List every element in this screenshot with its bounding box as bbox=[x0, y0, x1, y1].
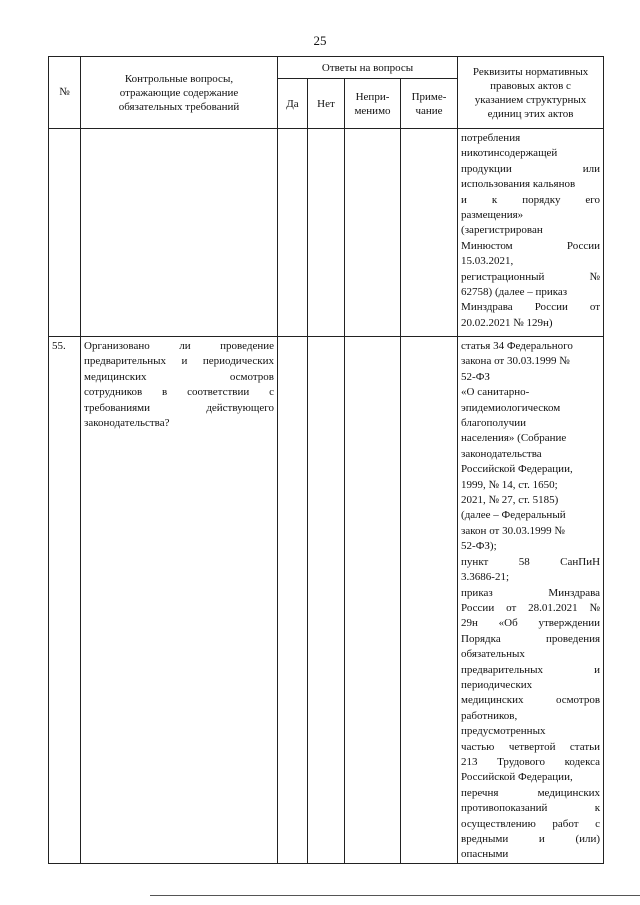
text-line: 3.3686-21; bbox=[461, 571, 510, 584]
header-not-applicable bbox=[345, 79, 401, 129]
text-line: работников, bbox=[461, 709, 518, 722]
header-answers-group: Ответы на вопросы bbox=[278, 57, 458, 79]
text-line: Порядка проведения bbox=[461, 632, 601, 645]
text-line: требованиями действующего bbox=[84, 401, 274, 414]
text-line: медицинских осмотров bbox=[461, 694, 601, 707]
text-line: вредными и (или) bbox=[461, 833, 601, 845]
cell-note bbox=[401, 129, 458, 337]
header-yes: Да bbox=[278, 79, 308, 129]
header-no: Нет bbox=[308, 79, 345, 129]
question-text bbox=[81, 337, 277, 431]
text-line: сотрудников в соответствии с bbox=[84, 386, 274, 399]
text-line: предусмотренных bbox=[461, 725, 546, 738]
text-line: предварительных и периодических bbox=[84, 355, 274, 368]
header-questions-line: обязательных требований bbox=[118, 100, 240, 113]
cell-question bbox=[81, 337, 278, 864]
text-line: 62758) (далее – приказ bbox=[461, 286, 568, 299]
cell-number bbox=[49, 129, 81, 337]
header-row-1 bbox=[49, 57, 604, 79]
text-line: (далее – Федеральный bbox=[461, 509, 566, 522]
header-note bbox=[401, 79, 458, 129]
text-line: обязательных bbox=[461, 648, 525, 661]
cell-yes bbox=[278, 129, 308, 337]
text-line: эпидемиологическом bbox=[461, 401, 561, 414]
header-requisites-line: Реквизиты нормативных bbox=[472, 65, 589, 78]
text-line: 20.02.2021 № 129н) bbox=[461, 316, 553, 329]
text-line: Российской Федерации, bbox=[461, 463, 573, 476]
text-line: «О санитарно- bbox=[461, 386, 530, 399]
cell-note bbox=[401, 337, 458, 864]
text-line: Российской Федерации, bbox=[461, 771, 573, 784]
table-row-continued bbox=[49, 129, 604, 337]
header-number: № bbox=[49, 57, 81, 129]
text-line: предварительных и bbox=[461, 663, 601, 676]
cell-no bbox=[308, 129, 345, 337]
text-line: (зарегистрирован bbox=[461, 224, 543, 237]
header-questions bbox=[81, 57, 278, 129]
text-line: пункт 58 СанПиН bbox=[461, 555, 601, 568]
header-na-line: Непри- bbox=[355, 90, 390, 103]
cell-question bbox=[81, 129, 278, 337]
text-line: перечня медицинских bbox=[461, 786, 601, 799]
requisites-text-continued bbox=[458, 129, 603, 331]
text-line: 15.03.2021, bbox=[461, 255, 514, 268]
header-requisites bbox=[458, 57, 604, 129]
text-line: опасными bbox=[461, 848, 509, 861]
text-line: приказ Минздрава bbox=[461, 586, 601, 599]
text-line: Минздрава России от bbox=[461, 301, 601, 314]
cell-not-applicable bbox=[345, 337, 401, 864]
text-line: статья 34 Федерального bbox=[461, 340, 573, 352]
row-number: 55. bbox=[52, 340, 66, 352]
cell-not-applicable bbox=[345, 129, 401, 337]
header-questions-line: отражающие содержание bbox=[119, 86, 239, 99]
text-line: и к порядку его bbox=[461, 193, 601, 206]
text-line: размещения» bbox=[461, 209, 524, 222]
header-requisites-line: указанием структурных bbox=[474, 93, 587, 106]
header-requisites-line: единиц этих актов bbox=[487, 107, 574, 120]
header-requisites-line: правовых актов с bbox=[490, 79, 571, 92]
text-line: противопоказаний к bbox=[461, 802, 601, 815]
text-line: осуществлению работ с bbox=[461, 817, 601, 830]
cell-requisites bbox=[458, 129, 604, 337]
text-line: закона от 30.03.1999 № bbox=[461, 355, 570, 368]
text-line: 52-ФЗ bbox=[461, 370, 490, 383]
checklist-table bbox=[48, 56, 604, 864]
text-line: благополучии bbox=[461, 417, 527, 430]
cell-no bbox=[308, 337, 345, 864]
requisites-text bbox=[458, 337, 603, 863]
text-line: закон от 30.03.1999 № bbox=[461, 524, 565, 537]
text-line: потребления bbox=[461, 132, 521, 144]
page-number: 25 bbox=[313, 33, 327, 48]
header-na-line: менимо bbox=[354, 104, 391, 117]
text-line: регистрационный № bbox=[461, 270, 601, 283]
cell-requisites bbox=[458, 337, 604, 864]
text-line: России от 28.01.2021 № bbox=[461, 601, 601, 614]
table-row-55 bbox=[49, 337, 604, 864]
text-line: периодических bbox=[461, 678, 533, 691]
text-line: частью четвертой статьи bbox=[461, 740, 601, 753]
text-line: законодательства? bbox=[84, 417, 170, 430]
scan-edge-line bbox=[150, 895, 640, 896]
text-line: медицинских осмотров bbox=[84, 370, 274, 383]
header-note-line: чание bbox=[415, 104, 443, 117]
text-line: 52-ФЗ); bbox=[461, 540, 497, 553]
cell-yes bbox=[278, 337, 308, 864]
text-line: использования кальянов bbox=[461, 178, 576, 191]
text-line: продукции или bbox=[461, 162, 601, 175]
text-line: населения» (Собрание bbox=[461, 432, 567, 445]
header-questions-line: Контрольные вопросы, bbox=[124, 72, 234, 85]
text-line: Минюстом России bbox=[461, 239, 601, 252]
text-line: Организовано ли проведение bbox=[84, 340, 274, 352]
text-line: 29н «Об утверждении bbox=[461, 617, 601, 630]
text-line: законодательства bbox=[461, 447, 542, 460]
text-line: никотинсодержащей bbox=[461, 147, 558, 160]
text-line: 213 Трудового кодекса bbox=[461, 755, 601, 768]
header-note-line: Приме- bbox=[411, 90, 447, 103]
text-line: 2021, № 27, ст. 5185) bbox=[461, 494, 559, 507]
text-line: 1999, № 14, ст. 1650; bbox=[461, 478, 558, 491]
cell-number bbox=[49, 337, 81, 864]
